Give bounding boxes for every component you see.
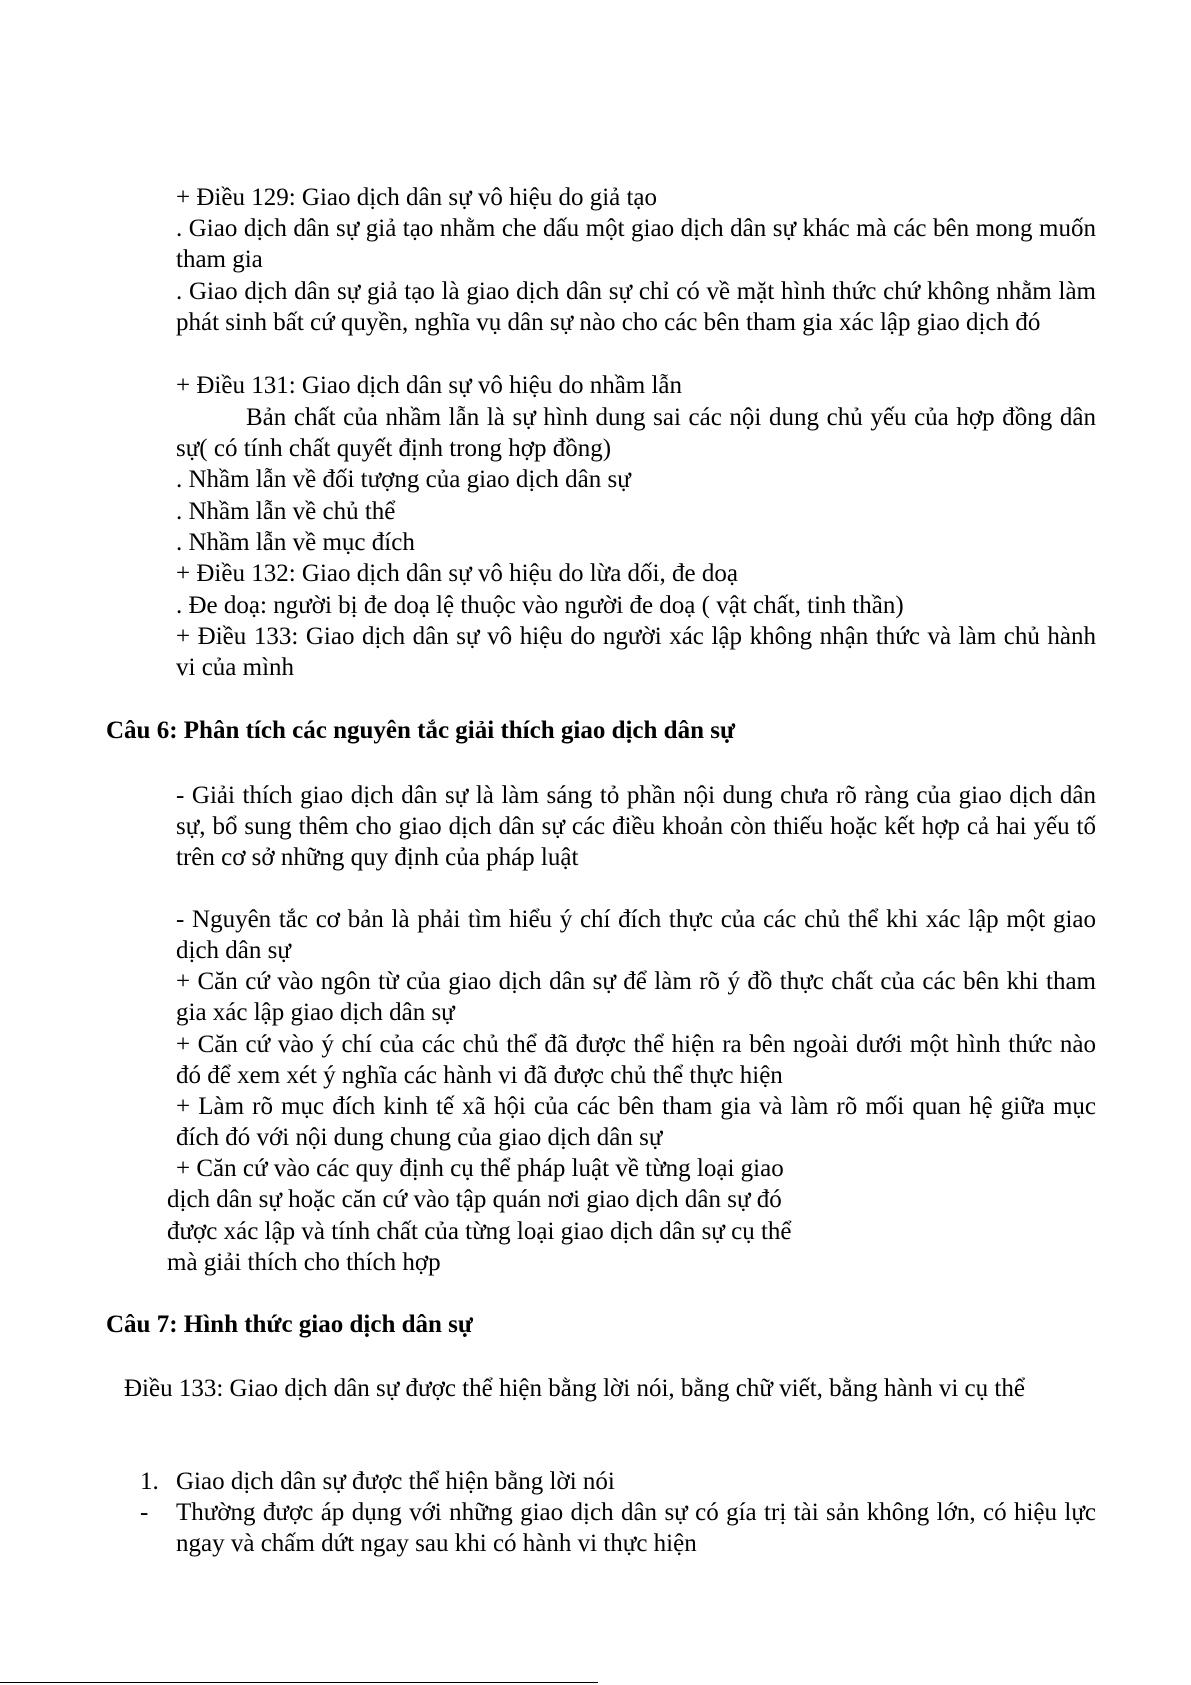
list-item-1: Giao dịch dân sự được thể hiện bằng lời nói [176, 1468, 615, 1495]
bullet-item-1: Thường được áp dụng với những giao dịch dân sự có gía trị tài sản không lớn, có hiệu lực ngay và chấm dứt ngay sau khi có hành vi thực hiện [176, 1499, 1096, 1557]
footer-divider [0, 1682, 598, 1683]
bullet-dash: - [140, 1499, 149, 1526]
article-131: + Điều 131: Giao dịch dân sự vô hiệu do nhầm lẫn [176, 372, 683, 399]
article-129-point-2: . Giao dịch dân sự giả tạo là giao dịch dân sự chỉ có về mặt hình thức chứ không nhằm làm phát sinh bất cứ quyền, nghĩa vụ dân sự nào cho các bên tham gia xác lập giao dịch đó [176, 278, 1096, 336]
article-131-nature: Bản chất của nhầm lẫn là sự hình dung sai các nội dung chủ yếu của hợp đồng dân sự( có tính chất quyết định trong hợp đồng) [176, 404, 1096, 462]
article-129-point-1: . Giao dịch dân sự giả tạo nhằm che dấu một giao dịch dân sự khác mà các bên mong muốn tham gia [176, 215, 1096, 273]
section-6-paragraph-2: - Nguyên tắc cơ bản là phải tìm hiểu ý chí đích thực của các chủ thể khi xác lập một giao dịch dân sự [176, 906, 1096, 964]
section-6-rule-1: + Căn cứ vào ngôn từ của giao dịch dân sự để làm rõ ý đồ thực chất của các bên khi tham gia xác lập giao dịch dân sự [176, 968, 1096, 1026]
section-6-paragraph-1: - Giải thích giao dịch dân sự là làm sáng tỏ phần nội dung chưa rõ ràng của giao dịch dân sự, bổ sung thêm cho giao dịch dân sự các điều khoản còn thiếu hoặc kết hợp cả hai yếu tố trên cơ sở những quy định của pháp luật [176, 782, 1096, 871]
section-6-rule-4-line-1: + Căn cứ vào các quy định cụ thể pháp luật về từng loại giao [176, 1155, 784, 1182]
section-7-intro: Điều 133: Giao dịch dân sự được thể hiện bằng lời nói, bằng chữ viết, bằng hành vi cụ thể [124, 1375, 1025, 1402]
section-6-rule-3: + Làm rõ mục đích kinh tế xã hội của các bên tham gia và làm rõ mối quan hệ giữa mục đích đó với nội dung chung của giao dịch dân sự [176, 1093, 1096, 1151]
article-131-point-1: . Nhầm lẫn về đối tượng của giao dịch dân sự [176, 466, 631, 493]
article-132: + Điều 132: Giao dịch dân sự vô hiệu do lừa dối, đe doạ [176, 560, 738, 587]
section-6-heading: Câu 6: Phân tích các nguyên tắc giải thích giao dịch dân sự [106, 717, 735, 744]
section-7-heading: Câu 7: Hình thức giao dịch dân sự [106, 1311, 473, 1338]
article-132-point-1: . Đe doạ: người bị đe doạ lệ thuộc vào người đe doạ ( vật chất, tinh thần) [176, 592, 904, 619]
article-129: + Điều 129: Giao dịch dân sự vô hiệu do giả tạo [176, 184, 658, 211]
section-6-rule-4-line-3: được xác lập và tính chất của từng loại giao dịch dân sự cụ thể [167, 1218, 792, 1245]
section-6-rule-2: + Căn cứ vào ý chí của các chủ thể đã được thể hiện ra bên ngoài dưới một hình thức nào đó để xem xét ý nghĩa các hành vi đã được chủ thể thực hiện [176, 1031, 1096, 1089]
article-133-invalid: + Điều 133: Giao dịch dân sự vô hiệu do người xác lập không nhận thức và làm chủ hành vi của mình [176, 623, 1096, 681]
section-6-rule-4-line-4: mà giải thích cho thích hợp [167, 1249, 441, 1276]
article-131-point-3: . Nhầm lẫn về mục đích [176, 529, 415, 556]
section-6-rule-4-line-2: dịch dân sự hoặc căn cứ vào tập quán nơi giao dịch dân sự đó [167, 1186, 782, 1213]
article-131-point-2: . Nhầm lẫn về chủ thể [176, 498, 396, 525]
list-number-1: 1. [140, 1468, 159, 1495]
